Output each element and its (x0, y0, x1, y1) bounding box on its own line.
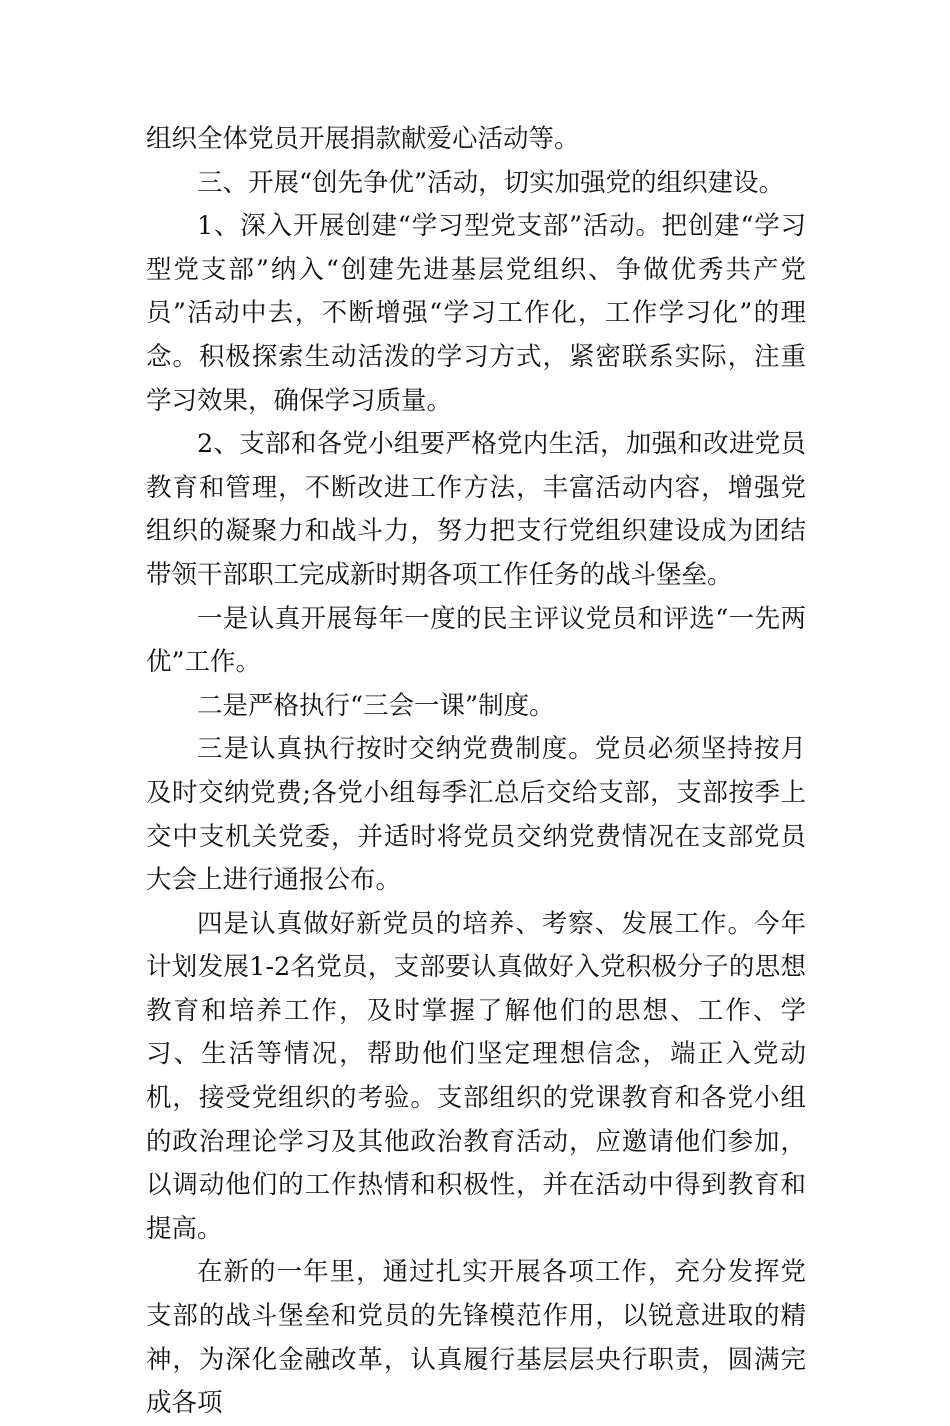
paragraph-closing: 在新的一年里，通过扎实开展各项工作，充分发挥党支部的战斗堡垒和党员的先锋模范作用，以锐意进取的精神，为深化金融改革，认真履行基层层央行职责，圆满完成各项 (146, 1257, 806, 1419)
document-body (146, 118, 806, 1426)
paragraph-point-3: 三是认真执行按时交纳党费制度。党员必须坚持按月及时交纳党费;各党小组每季汇总后交给支部，支部按季上交中支机关党委，并适时将党员交纳党费情况在支部党员大会上进行通报公布。 (146, 734, 806, 896)
paragraph-continuation: 组织全体党员开展捐款献爱心活动等。 (146, 124, 580, 154)
paragraph-point-4: 四是认真做好新党员的培养、考察、发展工作。今年计划发展1-2名党员，支部要认真做好入党积极分子的思想教育和培养工作，及时掌握了解他们的思想、工作、学习、生活等情况，帮助他们坚定理想信念，端正入党动机，接受党组织的考验。支部组织的党课教育和各党小组的政治理论学习及其他政治教育活动，应邀请他们参加，以调动他们的工作热情和积极性，并在活动中得到教育和提高。 (146, 908, 806, 1244)
paragraph-point-2: 二是严格执行“三会一课”制度。 (197, 690, 555, 721)
paragraph-item-2: 2、支部和各党小组要严格党内生活，加强和改进党员教育和管理，不断改进工作方法，丰富活动内容，增强党组织的凝聚力和战斗力，努力把支行党组织建设成为团结带领干部职工完成新时期各项工作任务的战斗堡垒。 (146, 429, 806, 590)
paragraph-point-1: 一是认真开展每年一度的民主评议党员和评选“一先两优”工作。 (146, 603, 806, 678)
section-heading-3: 三、开展“创先争优”活动，切实加强党的组织建设。 (197, 167, 785, 198)
paragraph-item-1: 1、深入开展创建“学习型党支部”活动。把创建“学习型党支部”纳入“创建先进基层党组织、争做优秀共产党员”活动中去，不断增强“学习工作化，工作学习化”的理念。积极探索生动活泼的学习方式，紧密联系实际，注重学习效果，确保学习质量。 (146, 211, 806, 416)
